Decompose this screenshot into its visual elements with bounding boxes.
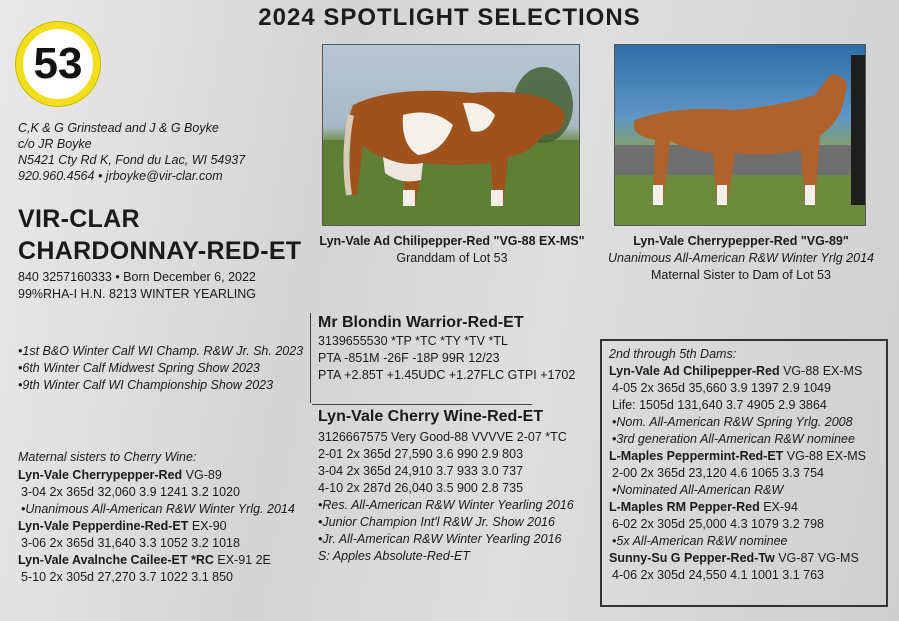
sire-line: PTA +2.85T +1.45UDC +1.27FLC GTPI +1702 [318, 368, 576, 382]
registration-line: 840 3257160333 • Born December 6, 2022 [18, 270, 256, 284]
honor-item: •6th Winter Calf Midwest Spring Show 2023 [18, 361, 260, 375]
maternal-sisters-list [18, 467, 295, 586]
dam-score: EX-94 [759, 500, 798, 514]
dam-note: •3rd generation All-American R&W nominee [612, 432, 855, 446]
animal-name [18, 203, 301, 267]
dam-sire: S: Apples Absolute-Red-ET [318, 549, 470, 563]
granddam-photo-caption [306, 233, 598, 267]
dam-record: 3-04 2x 365d 24,910 3.7 933 3.0 737 [318, 464, 524, 478]
sister-score: VG-89 [182, 468, 222, 482]
honor-item: •1st B&O Winter Calf WI Champ. R&W Jr. Sh. 2023 [18, 344, 304, 358]
dam-score: VG-87 VG-MS [774, 551, 859, 565]
dam-name: Lyn-Vale Cherry Wine-Red-ET [318, 408, 544, 425]
sister-note-text: •Unanimous All-American R&W Winter Yrlg. 2014 [21, 502, 295, 516]
sister-heading [18, 518, 295, 535]
consignor-contact [18, 120, 245, 184]
sire-info [318, 313, 575, 384]
sister-note [18, 501, 295, 518]
dam-lifetime: Life: 1505d 131,640 3.7 4905 2.9 3864 [612, 398, 827, 412]
dam-note: •Nom. All-American R&W Spring Yrlg. 2008 [612, 415, 853, 429]
dam-heading [609, 550, 866, 567]
photo-caption-name: Lyn-Vale Cherrypepper-Red "VG-89" [633, 234, 849, 248]
animal-name-line: VIR-CLAR [18, 205, 140, 233]
consignor-phone-email: 920.960.4564 • jrboyke@vir-clar.com [18, 169, 223, 183]
dam-line: 3126667575 Very Good-88 VVVVE 2-07 *TC [318, 430, 567, 444]
granddam-photo [322, 44, 580, 226]
dam-heading [609, 499, 866, 516]
dam-name: Lyn-Vale Ad Chilipepper-Red [609, 364, 780, 378]
dam-record: 2-01 2x 365d 27,590 3.6 990 2.9 803 [318, 447, 524, 461]
maternal-sister-photo [614, 44, 866, 226]
sister-record: 3-06 2x 365d 31,640 3.3 1052 3.2 1018 [21, 536, 240, 550]
dams-box-title: 2nd through 5th Dams: [609, 347, 737, 361]
sister-record: 3-04 2x 365d 32,060 3.9 1241 3.2 1020 [21, 485, 240, 499]
dam-score: VG-88 EX-MS [779, 364, 863, 378]
dams-box-content [609, 346, 866, 584]
dam-info [318, 407, 574, 565]
maternal-sisters-title: Maternal sisters to Cherry Wine: [18, 450, 197, 464]
dam-heading [609, 448, 866, 465]
dam-record: 4-05 2x 365d 35,660 3.9 1397 2.9 1049 [612, 381, 831, 395]
animal-registration [18, 269, 256, 303]
sister-score: EX-90 [188, 519, 227, 533]
consignor-line: C,K & G Grinstead and J & G Boyke [18, 121, 219, 135]
sister-heading [18, 467, 295, 484]
dam-note: •Nominated All-American R&W [612, 483, 784, 497]
sister-name: Lyn-Vale Pepperdine-Red-ET [18, 519, 189, 533]
maternal-sister-photo-caption [606, 233, 876, 284]
dam-name: L-Maples Peppermint-Red-ET [609, 449, 784, 463]
photo-caption-sub: Granddam of Lot 53 [396, 251, 508, 265]
photo-caption-sub: Maternal Sister to Dam of Lot 53 [651, 268, 831, 282]
sire-line: 3139655530 *TP *TC *TY *TV *TL [318, 334, 508, 348]
consignor-line: c/o JR Boyke [18, 137, 92, 151]
animal-name-line: CHARDONNAY-RED-ET [18, 237, 302, 265]
photo-caption-sub: Unanimous All-American R&W Winter Yrlg 2014 [608, 251, 874, 265]
dam-score: VG-88 EX-MS [783, 449, 866, 463]
sire-name: Mr Blondin Warrior-Red-ET [318, 314, 524, 331]
dam-name: L-Maples RM Pepper-Red [609, 500, 760, 514]
dam-name: Sunny-Su G Pepper-Red-Tw [609, 551, 775, 565]
sister-heading [18, 552, 295, 569]
dam-record: 4-06 2x 305d 24,550 4.1 1001 3.1 763 [612, 568, 824, 582]
photo-caption-name: Lyn-Vale Ad Chilipepper-Red "VG-88 EX-MS" [319, 234, 585, 248]
consignor-address: N5421 Cty Rd K, Fond du Lac, WI 54937 [18, 153, 246, 167]
sire-divider [310, 313, 311, 403]
sire-line: PTA -851M -26F -18P 99R 12/23 [318, 351, 500, 365]
sister-name: Lyn-Vale Cherrypepper-Red [18, 468, 183, 482]
dam-record: 2-00 2x 365d 23,120 4.6 1065 3.3 754 [612, 466, 824, 480]
cow-illustration [615, 45, 865, 225]
cow-illustration [323, 45, 579, 225]
registration-line: 99%RHA-I H.N. 8213 WINTER YEARLING [18, 287, 257, 301]
animal-honors [18, 343, 303, 394]
dam-record: 6-02 2x 305d 25,000 4.3 1079 3.2 798 [612, 517, 824, 531]
dam-note: •Res. All-American R&W Winter Yearling 2016 [318, 498, 574, 512]
lot-number-badge: 53 [16, 22, 100, 106]
dam-note: •5x All-American R&W nominee [612, 534, 788, 548]
dam-heading [609, 363, 866, 380]
page-title: 2024 SPOTLIGHT SELECTIONS [258, 4, 641, 31]
dam-divider [312, 404, 532, 405]
sister-score: EX-91 2E [213, 553, 271, 567]
dam-record: 4-10 2x 287d 26,040 3.5 900 2.8 735 [318, 481, 524, 495]
dam-note: •Junior Champion Int'l R&W Jr. Show 2016 [318, 515, 555, 529]
sister-name: Lyn-Vale Avalnche Cailee-ET *RC [18, 553, 214, 567]
sister-record: 5-10 2x 305d 27,270 3.7 1022 3.1 850 [21, 570, 233, 584]
honor-item: •9th Winter Calf WI Championship Show 2023 [18, 378, 274, 392]
dam-note: •Jr. All-American R&W Winter Yearling 2016 [318, 532, 562, 546]
